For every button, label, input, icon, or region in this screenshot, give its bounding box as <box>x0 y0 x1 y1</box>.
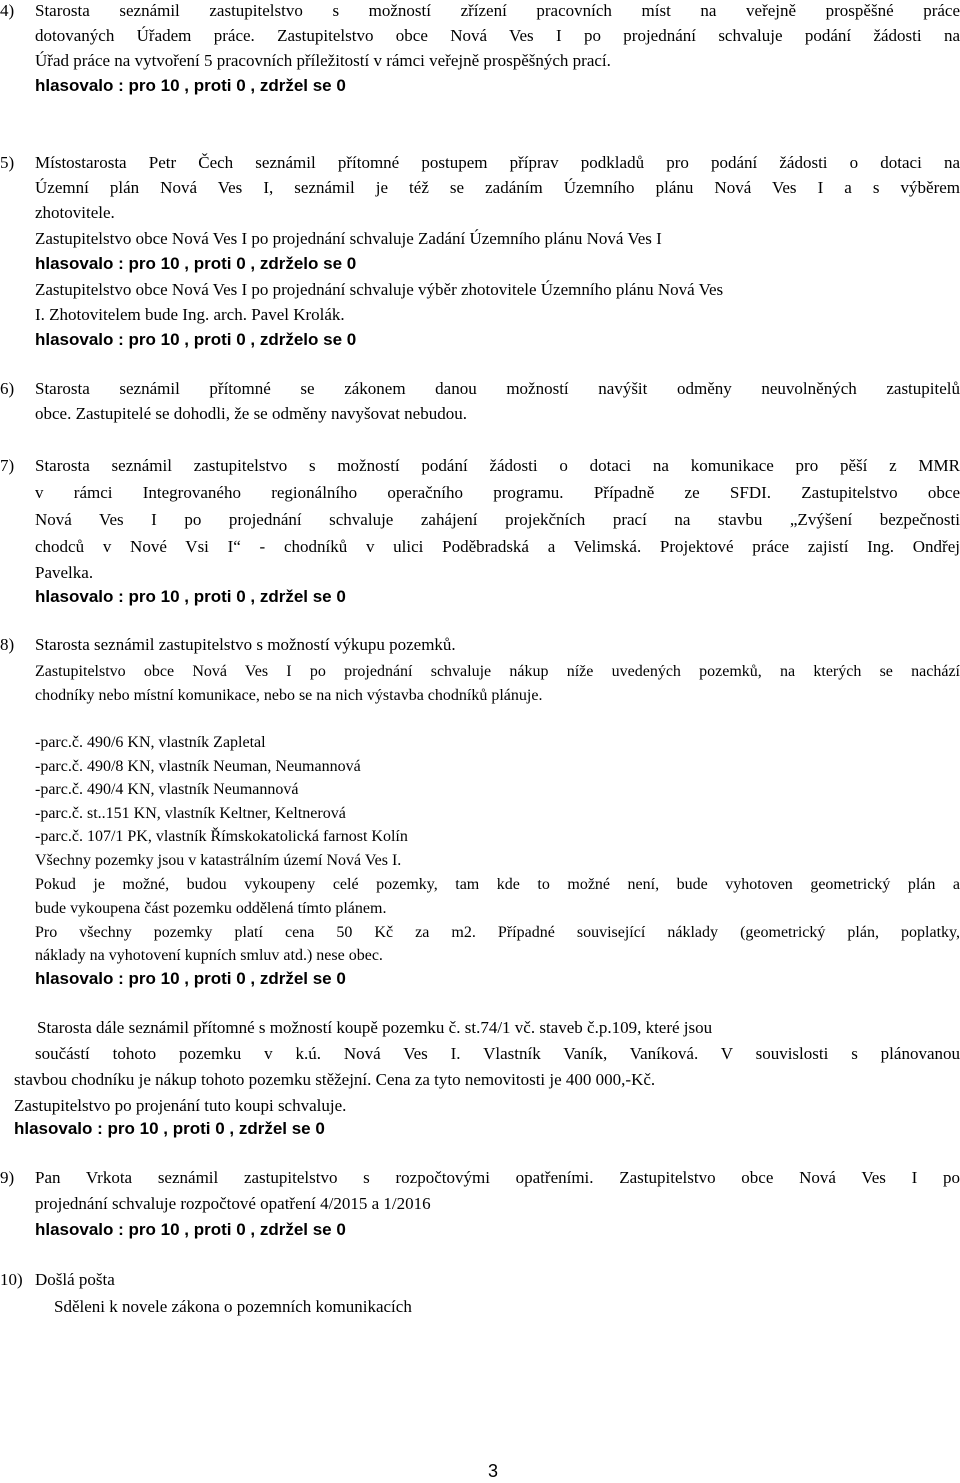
paragraph-line: součástí tohoto pozemku v k.ú. Nová Ves I. Vlastník Vaník, Vaníková. V souvislosti s plánovanou <box>35 1044 960 1063</box>
paragraph-line: v rámci Integrovaného regionálního operačního programu. Případně ze SFDI. Zastupitelstvo obce <box>35 483 960 502</box>
paragraph-line: Pro všechny pozemky platí cena 50 Kč za m2. Případné související náklady (geometrický plán, poplatky, <box>35 924 960 941</box>
item-number: 10) <box>0 1270 23 1289</box>
page-number: 3 <box>488 1461 499 1481</box>
paragraph-line: Zastupitelstvo obce Nová Ves I po projednání schvaluje Zadání Územního plánu Nová Ves I <box>35 229 662 248</box>
paragraph-line: chodců v Nové Vsi I“ - chodníků v ulici Poděbradská a Velimská. Projektové práce zajistí Ing. Ondřej <box>35 537 960 556</box>
paragraph-line: projednání schvaluje rozpočtové opatření 4/2015 a 1/2016 <box>35 1194 431 1213</box>
paragraph-line: stavbou chodníku je nákup tohoto pozemku stěžejní. Cena za tyto nemovitosti je 400 000,-Kč. <box>14 1070 656 1089</box>
paragraph-line: chodníky nebo místní komunikace, nebo se na nich výstavba chodníků plánuje. <box>35 687 543 704</box>
paragraph-line: Pan Vrkota seznámil zastupitelstvo s rozpočtovými opatřeními. Zastupitelstvo obce Nová Ves I po <box>35 1168 960 1187</box>
paragraph-line: zhotovitele. <box>35 203 115 222</box>
vote-result: hlasovalo : pro 10 , proti 0 , zdrželo se 0 <box>35 330 357 349</box>
paragraph-line: Zastupitelstvo obce Nová Ves I po projednání schvaluje nákup níže uvedených pozemků, na kterých se nachází <box>35 663 960 680</box>
item-number: 7) <box>0 456 15 475</box>
vote-result: hlasovalo : pro 10 , proti 0 , zdržel se 0 <box>35 76 346 95</box>
paragraph-line: Místostarosta Petr Čech seznámil přítomné postupem příprav podkladů pro podání žádosti o dotaci na <box>35 153 960 172</box>
item-number: 6) <box>0 379 15 398</box>
vote-result: hlasovalo : pro 10 , proti 0 , zdrželo se 0 <box>35 254 357 273</box>
item-number: 4) <box>0 1 15 20</box>
mail-item: Sděleni k novele zákona o pozemních komunikacích <box>54 1297 412 1316</box>
section-title: Došlá pošta <box>35 1270 115 1289</box>
paragraph-line: Všechny pozemky jsou v katastrálním území Nová Ves I. <box>35 852 402 869</box>
parcel-item: -parc.č. st..151 KN, vlastník Keltner, Keltnerová <box>35 805 346 822</box>
vote-result: hlasovalo : pro 10 , proti 0 , zdržel se 0 <box>35 969 346 988</box>
paragraph-line: Starosta seznámil přítomné se zákonem danou možností navýšit odměny neuvolněných zastupitelů <box>35 379 960 398</box>
paragraph-line: Pavelka. <box>35 563 94 582</box>
parcel-item: -parc.č. 490/6 KN, vlastník Zapletal <box>35 734 266 751</box>
paragraph-line: Starosta seznámil zastupitelstvo s možností výkupu pozemků. <box>35 635 456 654</box>
vote-result: hlasovalo : pro 10 , proti 0 , zdržel se 0 <box>35 1220 346 1239</box>
parcel-item: -parc.č. 490/8 KN, vlastník Neuman, Neumannová <box>35 758 361 775</box>
vote-result: hlasovalo : pro 10 , proti 0 , zdržel se 0 <box>14 1119 325 1138</box>
paragraph-line: dotovaných Úřadem práce. Zastupitelstvo obce Nová Ves I po projednání schvaluje podání žádosti na <box>35 26 960 45</box>
parcel-item: -parc.č. 107/1 PK, vlastník Římskokatolická farnost Kolín <box>35 828 408 845</box>
paragraph-line: náklady na vyhotovení kupních smluv atd.) nese obec. <box>35 947 383 964</box>
item-number: 9) <box>0 1168 15 1187</box>
paragraph-line: I. Zhotovitelem bude Ing. arch. Pavel Krolák. <box>35 305 345 324</box>
item-number: 8) <box>0 635 15 654</box>
vote-result: hlasovalo : pro 10 , proti 0 , zdržel se 0 <box>35 587 346 606</box>
paragraph-line: Úřad práce na vytvoření 5 pracovních příležitostí v rámci veřejně prospěšných prací. <box>35 51 611 70</box>
paragraph-line: Zastupitelstvo obce Nová Ves I po projednání schvaluje výběr zhotovitele Územního plánu Nová Ves <box>35 280 724 299</box>
item-number: 5) <box>0 153 15 172</box>
paragraph-line: Starosta seznámil zastupitelstvo s možností podání žádosti o dotaci na komunikace pro pěší z MMR <box>35 456 960 475</box>
paragraph-line: Pokud je možné, budou vykoupeny celé pozemky, tam kde to možné není, bude vyhotoven geometrický plán a <box>35 876 960 893</box>
paragraph-line: bude vykoupena část pozemku oddělená tímto plánem. <box>35 900 387 917</box>
paragraph-line: Starosta dále seznámil přítomné s možností koupě pozemku č. st.74/1 vč. staveb č.p.109, které jsou <box>37 1018 713 1037</box>
paragraph-line: Nová Ves I po projednání schvaluje zahájení projekčních prací na stavbu „Zvýšení bezpečnosti <box>35 510 960 529</box>
paragraph-line: obce. Zastupitelé se dohodli, že se odměny navyšovat nebudou. <box>35 404 467 423</box>
paragraph-line: Zastupitelstvo po projenání tuto koupi schvaluje. <box>14 1096 347 1115</box>
parcel-item: -parc.č. 490/4 KN, vlastník Neumannová <box>35 781 299 798</box>
paragraph-line: Starosta seznámil zastupitelstvo s možností zřízení pracovních míst na veřejně prospěšné práce <box>35 1 960 20</box>
paragraph-line: Územní plán Nová Ves I, seznámil je též se zadáním Územního plánu Nová Ves I a s výběrem <box>35 178 960 197</box>
